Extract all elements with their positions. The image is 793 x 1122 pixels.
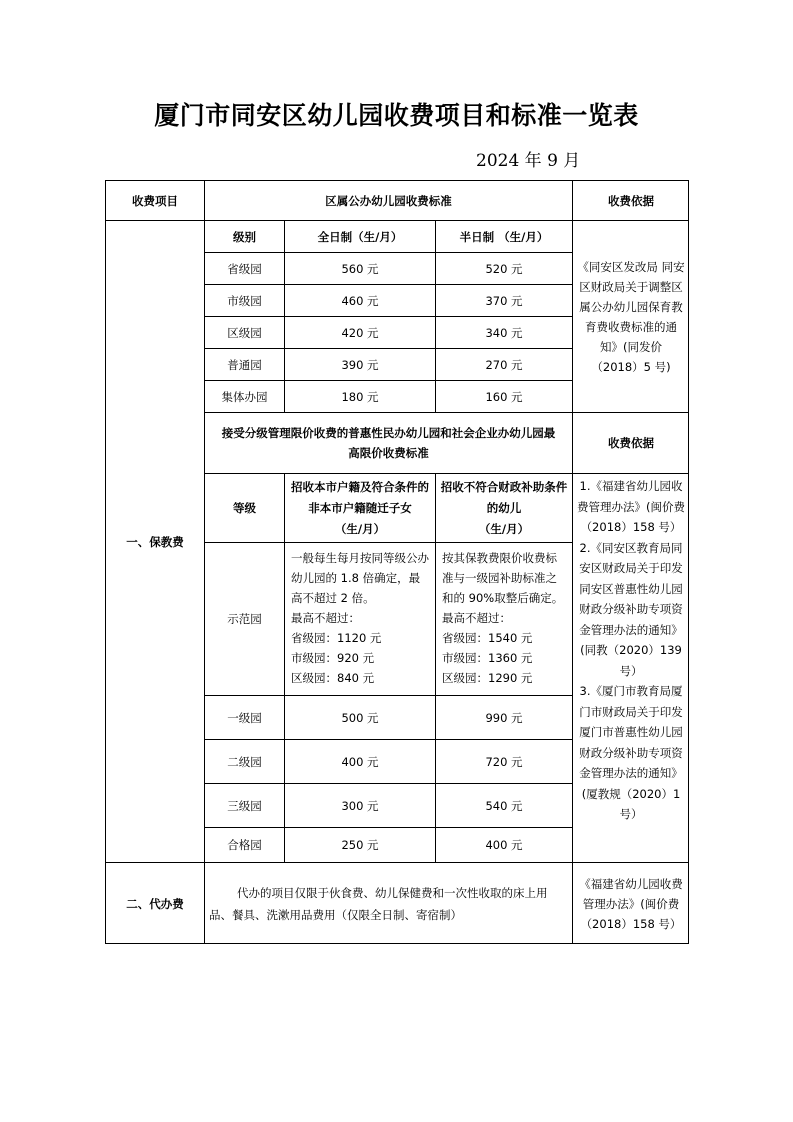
public-row-halfday: 160 元 <box>435 380 572 412</box>
private-row-local: 250 元 <box>284 827 435 862</box>
public-row-level: 省级园 <box>204 252 284 284</box>
agency-basis: 《福建省幼儿园收费管理办法》(闽价费（2018）158 号） <box>572 862 689 944</box>
public-basis <box>572 220 689 412</box>
public-row-fullday: 390 元 <box>284 348 435 380</box>
public-row-level: 区级园 <box>204 316 284 348</box>
public-row-halfday: 340 元 <box>435 316 572 348</box>
public-row-fullday: 560 元 <box>284 252 435 284</box>
public-row-level: 普通园 <box>204 348 284 380</box>
private-row-local: 400 元 <box>284 739 435 783</box>
fee-table <box>105 180 689 944</box>
public-head-level: 级别 <box>204 220 284 252</box>
header-basis: 收费依据 <box>572 180 689 220</box>
private-row-level: 示范园 <box>204 542 284 695</box>
private-basis-head: 收费依据 <box>572 412 689 473</box>
public-row-fullday: 420 元 <box>284 316 435 348</box>
agency-content <box>204 862 572 944</box>
page-title: 厦门市同安区幼儿园收费项目和标准一览表 <box>154 101 639 130</box>
category-tuition: 一、保教费 <box>105 220 204 862</box>
private-head-local: 招收本市户籍及符合条件的非本市户籍随迁子女 （生/月） <box>284 473 435 542</box>
header-public-standard: 区属公办幼儿园收费标准 <box>204 180 572 220</box>
private-head-nonsubsidy: 招收不符合财政补助条件的幼儿 （生/月） <box>435 473 572 542</box>
agency-text: 代办的项目仅限于伙食费、幼儿保健费和一次性收取的床上用品、餐具、洗漱用品费用（仅限全日制、寄宿制） <box>209 885 548 922</box>
private-model-nonsubsidy: 按其保教费限价收费标准与一级园补助标准之和的 90%取整后确定。 最高不超过： 省级园：1540 元 市级园：1360 元 区级园：1290 元 <box>435 542 572 695</box>
public-row-level: 集体办园 <box>204 380 284 412</box>
public-head-halfday: 半日制 （生/月） <box>435 220 572 252</box>
private-row-nonsubsidy: 990 元 <box>435 695 572 739</box>
public-row-fullday: 460 元 <box>284 284 435 316</box>
private-row-nonsubsidy: 720 元 <box>435 739 572 783</box>
category-agency: 二、代办费 <box>105 862 204 944</box>
public-row-halfday: 520 元 <box>435 252 572 284</box>
table-right-border <box>688 180 689 944</box>
public-row-halfday: 270 元 <box>435 348 572 380</box>
private-title: 接受分级管理限价收费的普惠性民办幼儿园和社会企业办幼儿园最高限价收费标准 <box>204 412 572 473</box>
private-row-level: 二级园 <box>204 739 284 783</box>
public-row-fullday: 180 元 <box>284 380 435 412</box>
private-row-nonsubsidy: 540 元 <box>435 783 572 827</box>
private-head-level: 等级 <box>204 473 284 542</box>
private-row-level: 一级园 <box>204 695 284 739</box>
document-date: 2024 年 9 月 <box>476 151 581 171</box>
private-row-nonsubsidy: 400 元 <box>435 827 572 862</box>
header-fee-item: 收费项目 <box>105 180 204 220</box>
private-model-local: 一般每生每月按同等级公办幼儿园的 1.8 倍确定，最高不超过 2 倍。 最高不超过： 省级园：1120 元 市级园：920 元 区级园：840 元 <box>284 542 435 695</box>
public-basis-text: 《同安区发改局 同安区财政局关于调整区属公办幼儿园保育教育费收费标准的通知》(同发价（2018）5 号) <box>577 259 685 374</box>
public-row-level: 市级园 <box>204 284 284 316</box>
private-basis: 1.《福建省幼儿园收费管理办法》(闽价费（2018）158 号） 2.《同安区教育局同安区财政局关于印发同安区普惠性幼儿园财政分级补助专项资金管理办法的通知》(同教（2020）139 号） 3.《厦门市教育局厦门市财政局关于印发厦门市普惠性幼儿园财政分级补助专项资金管理办法的通知》(厦教规（2020）1 号） <box>572 473 689 862</box>
table-bottom-border <box>105 943 689 944</box>
private-row-level: 合格园 <box>204 827 284 862</box>
public-row-halfday: 370 元 <box>435 284 572 316</box>
private-row-local: 500 元 <box>284 695 435 739</box>
private-row-level: 三级园 <box>204 783 284 827</box>
public-head-fullday: 全日制（生/月） <box>284 220 435 252</box>
private-row-local: 300 元 <box>284 783 435 827</box>
